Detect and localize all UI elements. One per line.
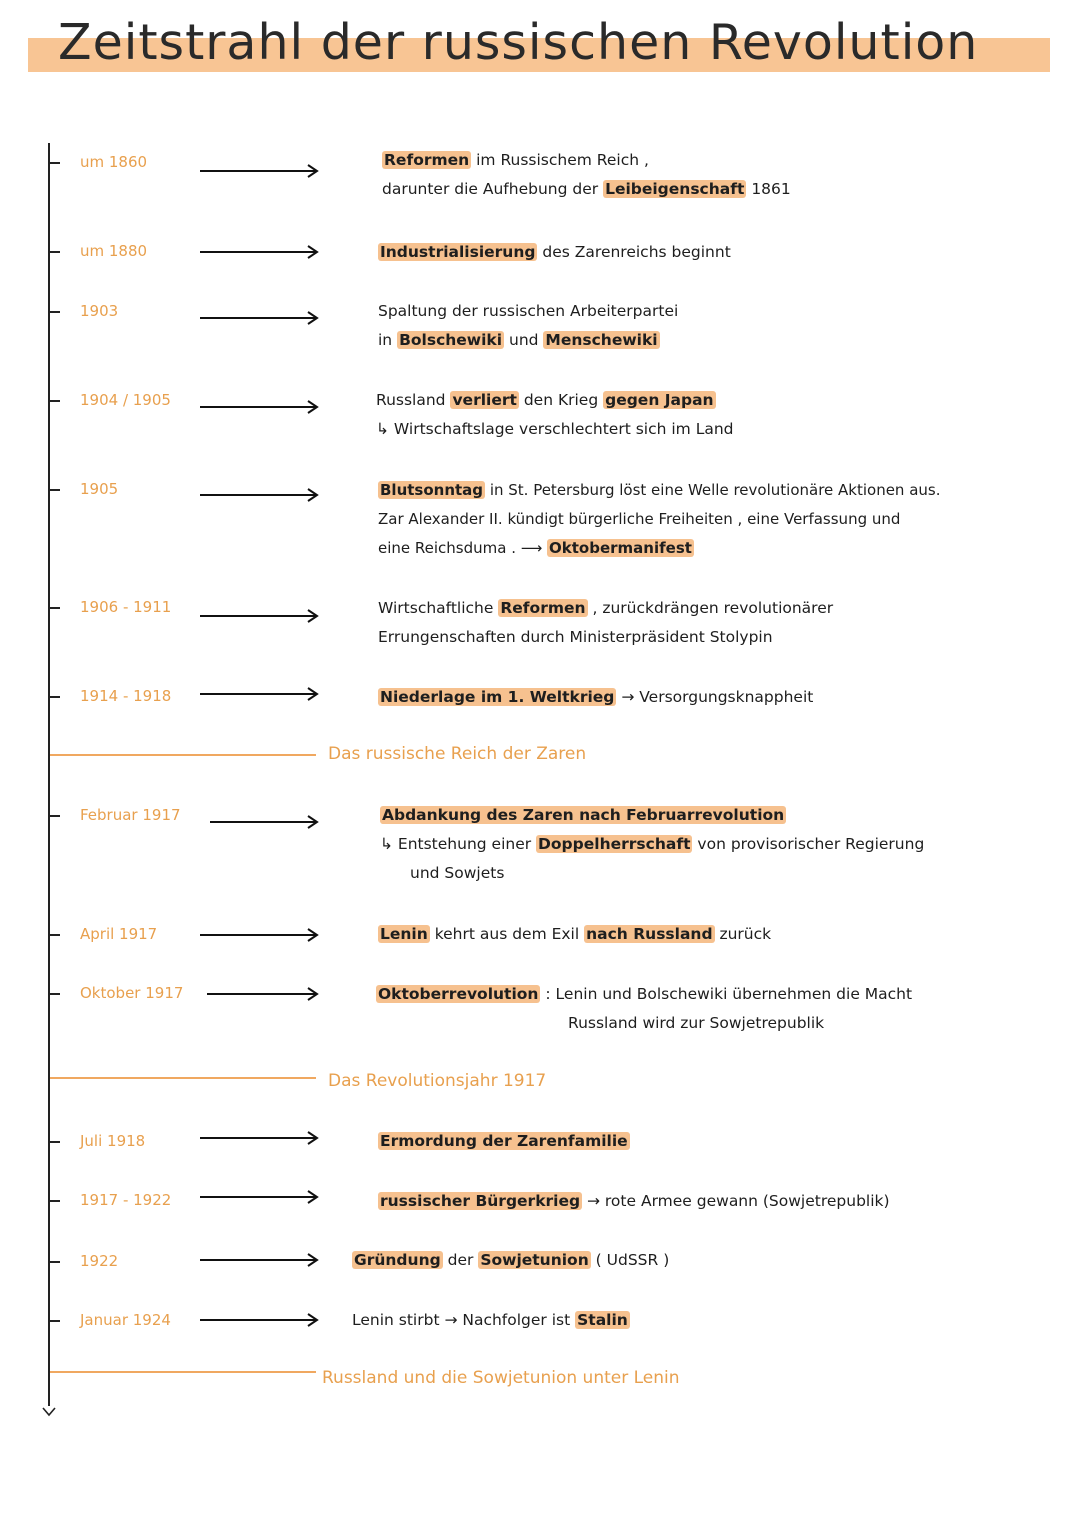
entry-text: [352, 1246, 669, 1275]
arrow-right-icon: [200, 1190, 320, 1204]
highlight: Leibeigenschaft: [605, 180, 745, 198]
highlight: Industrialisierung: [380, 243, 536, 261]
entry-date: 1905: [80, 480, 119, 498]
highlight: Lenin: [380, 925, 428, 943]
text: Lenin stirbt: [352, 1311, 440, 1329]
section-label: Russland und die Sowjetunion unter Lenin: [322, 1368, 680, 1388]
text: ↳ Wirtschaftslage verschlechtert sich im Land: [376, 420, 734, 438]
timeline-tick: [50, 162, 60, 164]
entry-text: [380, 801, 924, 888]
entry-date: 1906 - 1911: [80, 598, 172, 616]
entry-text: [378, 297, 678, 355]
text: 1861: [746, 180, 791, 198]
timeline-axis: [48, 143, 50, 1406]
arrow-right-icon: [200, 400, 320, 414]
entry-date: 1903: [80, 302, 119, 320]
section-label: Das russische Reich der Zaren: [328, 744, 587, 764]
timeline-tick: [50, 1141, 60, 1143]
highlight: Oktoberrevolution: [378, 985, 539, 1003]
text: Russland wird zur Sowjetrepublik: [568, 1014, 825, 1032]
entry-text: [352, 1306, 630, 1335]
text: ↳ Entstehung einer: [380, 835, 537, 853]
timeline-tick: [50, 1200, 60, 1202]
text: → rote Armee gewann (Sowjetrepublik): [582, 1192, 890, 1210]
arrow-right-icon: [200, 311, 320, 325]
text: in: [378, 331, 398, 349]
highlight: Ermordung der Zarenfamilie: [380, 1132, 628, 1150]
entry-text: [382, 146, 791, 204]
arrow-right-icon: [207, 987, 320, 1001]
arrow-right-icon: [200, 609, 320, 623]
arrow-right-icon: [200, 1253, 320, 1267]
text: im Russischem Reich ,: [471, 151, 649, 169]
entry-date: 1914 - 1918: [80, 687, 172, 705]
highlight: Menschewiki: [545, 331, 658, 349]
section-divider: [50, 1371, 316, 1373]
timeline-tick: [50, 489, 60, 491]
entry-text: [378, 920, 771, 949]
timeline-tick: [50, 815, 60, 817]
highlight: verliert: [452, 391, 517, 409]
text: Spaltung der russischen Arbeiterpartei: [378, 302, 679, 320]
highlight: Blutsonntag: [380, 481, 484, 499]
text: darunter die Aufhebung der: [382, 180, 604, 198]
highlight: Reformen: [500, 599, 586, 617]
entry-date: um 1880: [80, 242, 148, 260]
entry-text: [378, 476, 941, 563]
text: in St. Petersburg löst eine Welle revolutionäre Aktionen aus.: [485, 481, 941, 499]
text: und: [504, 331, 544, 349]
highlight: Doppelherrschaft: [538, 835, 691, 853]
entry-text: [378, 594, 833, 652]
arrow-right-icon: [200, 245, 320, 259]
highlight: Gründung: [354, 1251, 441, 1269]
section-divider: [50, 754, 316, 756]
arrow-right-icon: [200, 488, 320, 502]
timeline-tick: [50, 696, 60, 698]
entry-text: [378, 1187, 890, 1216]
text: eine Reichsduma . ⟶: [378, 539, 548, 557]
highlight: nach Russland: [586, 925, 713, 943]
highlight: Stalin: [577, 1311, 628, 1329]
text: , zurückdrängen revolutionärer: [587, 599, 834, 617]
highlight: Abdankung des Zaren nach Februarrevolution: [382, 806, 785, 824]
text: des Zarenreichs beginnt: [537, 243, 731, 261]
text: → Versorgungsknappheit: [616, 688, 814, 706]
entry-date: 1922: [80, 1252, 119, 1270]
entry-date: um 1860: [80, 153, 148, 171]
entry-text: [378, 1127, 630, 1156]
entry-text: [376, 980, 912, 1038]
arrow-right-icon: [200, 687, 320, 701]
arrow-right-icon: [200, 1313, 320, 1327]
highlight: Bolschewiki: [399, 331, 503, 349]
timeline-tick: [50, 934, 60, 936]
timeline-tick: [50, 251, 60, 253]
highlight: Reformen: [384, 151, 470, 169]
text: und Sowjets: [410, 864, 505, 882]
text: von provisorischer Regierung: [692, 835, 925, 853]
text: ( UdSSR ): [590, 1251, 670, 1269]
timeline-tick: [50, 1320, 60, 1322]
entry-date: 1917 - 1922: [80, 1191, 172, 1209]
text: : Lenin und Bolschewiki übernehmen die Macht: [540, 985, 913, 1003]
entry-date: Januar 1924: [80, 1311, 171, 1329]
text: kehrt aus dem Exil: [429, 925, 585, 943]
text: → Nachfolger ist: [439, 1311, 576, 1329]
highlight: gegen Japan: [605, 391, 714, 409]
highlight: Sowjetunion: [480, 1251, 589, 1269]
timeline-tick: [50, 993, 60, 995]
timeline-tick: [50, 1261, 60, 1263]
timeline-tick: [50, 400, 60, 402]
entry-text: [376, 386, 733, 444]
text: Errungenschaften durch Ministerpräsident Stolypin: [378, 628, 773, 646]
text: Zar Alexander II. kündigt bürgerliche Freiheiten , eine Verfassung und: [378, 510, 901, 528]
entry-date: April 1917: [80, 925, 158, 943]
arrow-right-icon: [200, 164, 320, 178]
timeline-tick: [50, 607, 60, 609]
entry-text: [378, 683, 813, 712]
section-label: Das Revolutionsjahr 1917: [328, 1071, 547, 1091]
text: den Krieg: [518, 391, 604, 409]
entry-date: Oktober 1917: [80, 984, 184, 1002]
entry-date: Juli 1918: [80, 1132, 146, 1150]
timeline-tick: [50, 311, 60, 313]
entry-date: Februar 1917: [80, 806, 181, 824]
arrow-right-icon: [200, 1131, 320, 1145]
entry-date: 1904 / 1905: [80, 391, 171, 409]
arrow-right-icon: [200, 928, 320, 942]
highlight: Niederlage im 1. Weltkrieg: [380, 688, 615, 706]
section-divider: [50, 1077, 316, 1079]
text: der: [442, 1251, 479, 1269]
page-title: Zeitstrahl der russischen Revolution: [58, 14, 979, 71]
highlight: Oktobermanifest: [549, 539, 692, 557]
text: zurück: [714, 925, 772, 943]
arrow-down-icon: [41, 1402, 57, 1418]
entry-text: [378, 238, 731, 267]
text: Wirtschaftliche: [378, 599, 499, 617]
highlight: russischer Bürgerkrieg: [380, 1192, 581, 1210]
text: Russland: [376, 391, 451, 409]
arrow-right-icon: [210, 815, 320, 829]
